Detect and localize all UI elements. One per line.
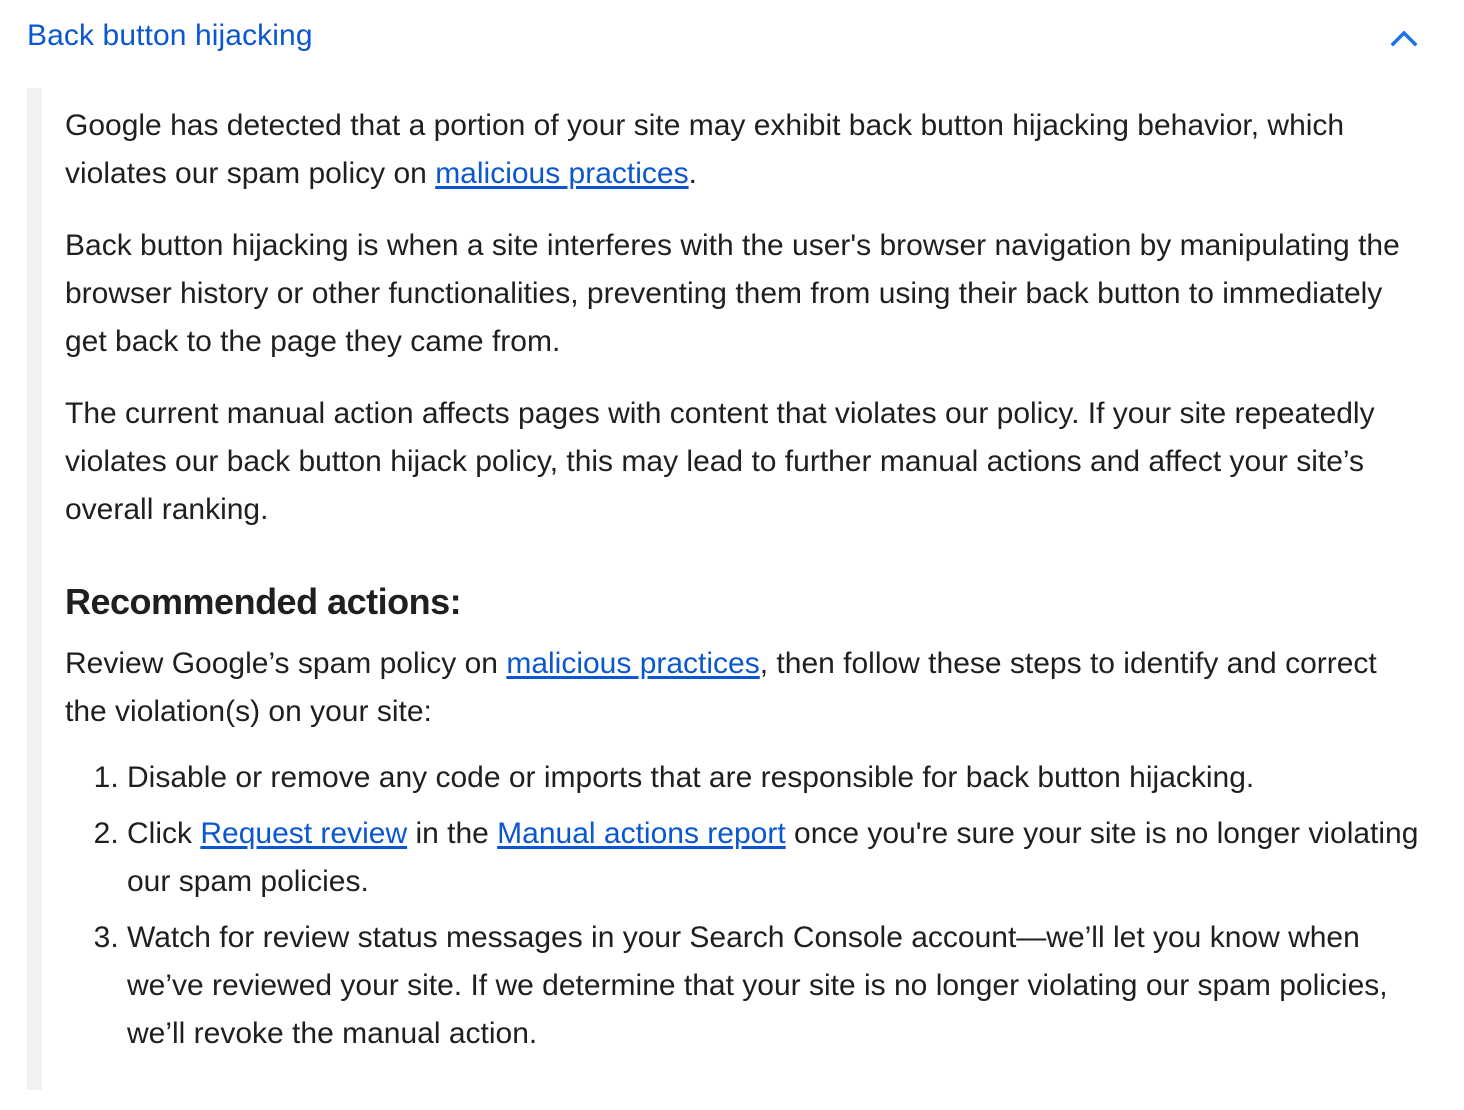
intro-paragraph: Google has detected that a portion of your site may exhibit back button hijacking behavior, which violates our spam policy on malicious practices. [65,109,1345,190]
malicious-practices-link-2[interactable]: malicious practices [506,647,760,680]
recommended-actions-heading: Recommended actions: [65,581,462,622]
step-item: 3. Watch for review status messages in your Search Console account—we’ll let you know when we’ve reviewed your site. If we determine that your site is no longer violating our spam policies, we’ll revoke the manual action. [127,914,1425,1058]
chevron-up-icon[interactable] [1388,26,1420,50]
accordion-title[interactable]: Back button hijacking [27,19,313,52]
steps-list [65,754,1425,1058]
malicious-practices-link[interactable]: malicious practices [435,157,689,190]
review-paragraph: Review Google’s spam policy on malicious practices, then follow these steps to identify and correct the violation(s) on your site: [65,647,1377,728]
panel-content [65,102,1425,1066]
blockquote-bar [27,88,42,1090]
step-item: 2. Click Request review in the Manual actions report once you're sure your site is no longer violating our spam policies. [127,810,1425,906]
step-item: 1. Disable or remove any code or imports that are responsible for back button hijacking. [127,754,1425,802]
accordion-header[interactable] [0,0,1464,76]
manual-actions-report-link[interactable]: Manual actions report [497,817,786,850]
definition-paragraph: Back button hijacking is when a site interferes with the user's browser navigation by manipulating the browser history or other functionalities, preventing them from using their back button to immediately get back to the page they came from. [65,229,1400,358]
accordion-panel [27,88,1437,1090]
impact-paragraph: The current manual action affects pages with content that violates our policy. If your site repeatedly violates our back button hijack policy, this may lead to further manual actions and affect your site’s overall ranking. [65,397,1375,526]
request-review-link[interactable]: Request review [200,817,408,850]
